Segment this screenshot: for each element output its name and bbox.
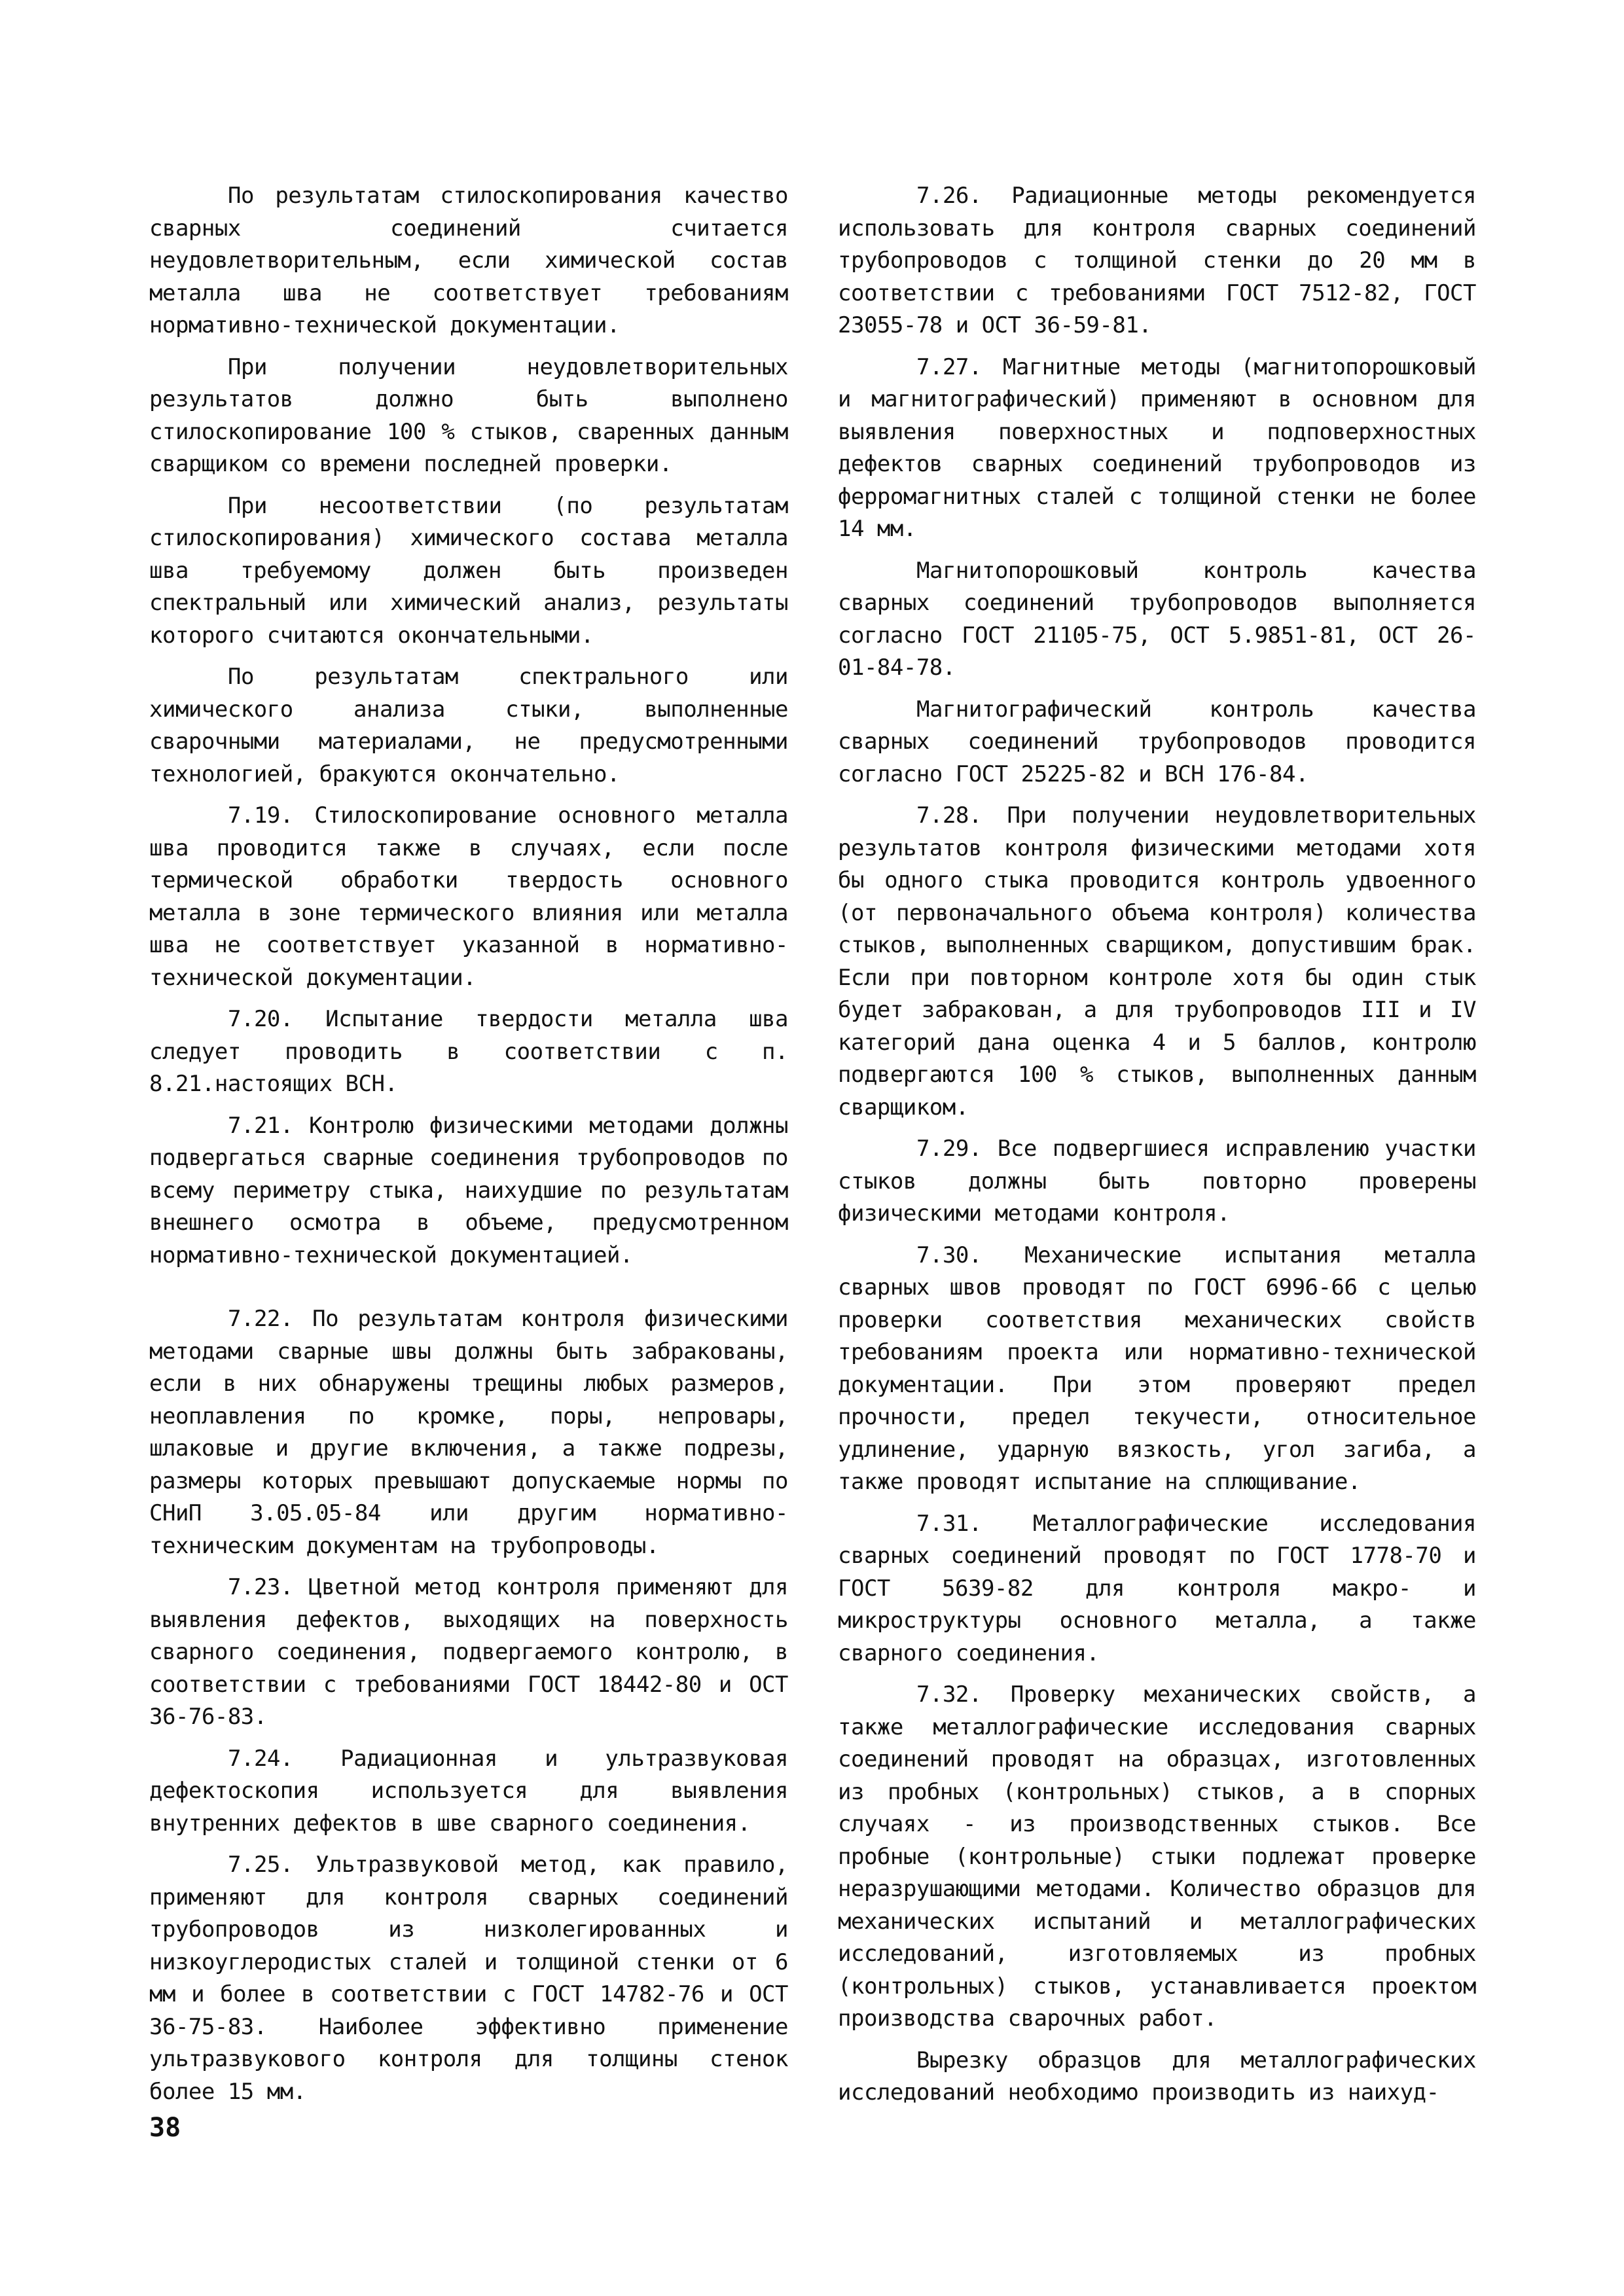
paragraph-7-27: 7.27. Магнитные методы (магнитопорошковый и магнитографический) применяют в основном для выявления поверхностных и подповерхностных дефектов сварных соединений трубопроводов из ферромагнитных сталей с толщиной стенки не более 14 мм.	[838, 353, 1476, 542]
paragraph-7-29: 7.29. Все подвергшиеся исправлению участки стыков должны быть повторно проверены физическими методами контроля.	[838, 1136, 1476, 1227]
paragraph: Магнитографический контроль качества сварных соединений трубопроводов проводится согласно ГОСТ 25225-82 и ВСН 176-84.	[838, 696, 1476, 787]
paragraph: Вырезку образцов для металлографических исследований необходимо производить из наихуд-	[838, 2047, 1476, 2106]
left-column	[149, 180, 788, 2117]
paragraph: При несоответствии (по результатам стилоскопирования) химического состава металла шва требуемому должен быть произведен спектральный или химический анализ, результаты которого считаются окончательными.	[149, 492, 788, 649]
paragraph-7-19: 7.19. Стилоскопирование основного металла шва проводится также в случаях, если после термической обработки твердость основного металла в зоне термического влияния или металла шва не соответствует указанной в нормативно-технической документации.	[149, 802, 788, 991]
paragraph: Магнитопорошковый контроль качества сварных соединений трубопроводов выполняется согласно ГОСТ 21105-75, ОСТ 5.9851-81, ОСТ 26-01-84-78.	[838, 557, 1476, 681]
paragraph-7-20: 7.20. Испытание твердости металла шва следует проводить в соответствии с п. 8.21.настоящих ВСН.	[149, 1006, 788, 1097]
paragraph-7-31: 7.31. Металлографические исследования сварных соединений проводят по ГОСТ 1778-70 и ГОСТ 5639-82 для контроля макро- и микроструктуры основного металла, а также сварного соединения.	[838, 1510, 1476, 1666]
paragraph-7-23: 7.23. Цветной метод контроля применяют для выявления дефектов, выходящих на поверхность сварного соединения, подвергаемого контролю, в соответствии с требованиями ГОСТ 18442-80 и ОСТ 36-76-83.	[149, 1574, 788, 1730]
paragraph-7-28: 7.28. При получении неудовлетворительных результатов контроля физическими методами хотя бы одного стыка проводится контроль удвоенного (от первоначального объема контроля) количества стыков, выполненных сварщиком, допустившим брак. Если при повторном контроле хотя бы один стык будет забракован, а для трубопроводов III и IV категорий дана оценка 4 и 5 баллов, контролю подвергаются 100 % стыков, выполненных данным сварщиком.	[838, 802, 1476, 1121]
paragraph-7-26: 7.26. Радиационные методы рекомендуется использовать для контроля сварных соединений трубопроводов с толщиной стенки до 20 мм в соответствии с требованиями ГОСТ 7512-82, ГОСТ 23055-78 и ОСТ 36-59-81.	[838, 183, 1476, 338]
paragraph-7-25: 7.25. Ультразвуковой метод, как правило, применяют для контроля сварных соединений трубопроводов из низколегированных и низкоуглеродистых сталей и толщиной стенки от 6 мм и более в соответствии с ГОСТ 14782-76 и ОСТ 36-75-83. Наиболее эффективно применение ультразвукового контроля для толщины стенок более 15 мм.	[149, 1852, 788, 2105]
paragraph: При получении неудовлетворительных результатов должно быть выполнено стилоскопирование 100 % стыков, сваренных данным сварщиком со времени последней проверки.	[149, 353, 788, 477]
paragraph-7-21: 7.21. Контролю физическими методами должны подвергаться сварные соединения трубопроводов по всему периметру стыка, наихудшие по результатам внешнего осмотра в объеме, предусмотренном нормативно-технической документацией.	[149, 1112, 788, 1268]
paragraph-7-32: 7.32. Проверку механических свойств, а также металлографические исследования сварных соединений проводят на образцах, изготовленных из пробных (контрольных) стыков, а в спорных случаях - из производственных стыков. Все пробные (контрольные) стыки подлежат проверке неразрушающими методами. Количество образцов для механических испытаний и металлографических исследований, изготовляемых из пробных (контрольных) стыков, устанавливается проектом производства сварочных работ.	[838, 1681, 1476, 2032]
page-number: 38	[149, 2113, 181, 2143]
paragraph-7-30: 7.30. Механические испытания металла сварных швов проводят по ГОСТ 6996-66 с целью проверки соответствия механических свойств требованиям проекта или нормативно-технической документации. При этом проверяют предел прочности, предел текучести, относительное удлинение, ударную вязкость, угол загиба, а также проводят испытание на сплющивание.	[838, 1242, 1476, 1495]
paragraph: По результатам спектрального или химического анализа стыки, выполненные сварочными материалами, не предусмотренными технологией, бракуются окончательно.	[149, 664, 788, 787]
paragraph-7-24: 7.24. Радиационная и ультразвуковая дефектоскопия используется для выявления внутренних дефектов в шве сварного соединения.	[149, 1745, 788, 1837]
paragraph-7-22: 7.22. По результатам контроля физическими методами сварные швы должны быть забракованы, если в них обнаружены трещины любых размеров, неоплавления по кромке, поры, непровары, шлаковые и другие включения, а также подрезы, размеры которых превышают допускаемые нормы по СНиП 3.05.05-84 или другим нормативно-техническим документам на трубопроводы.	[149, 1306, 788, 1559]
right-column	[838, 180, 1476, 2119]
paragraph: По результатам стилоскопирования качество сварных соединений считается неудовлетворительным, если химической состав металла шва не соответствует требованиям нормативно-технической документации.	[149, 183, 788, 338]
spacer	[149, 1281, 788, 1303]
